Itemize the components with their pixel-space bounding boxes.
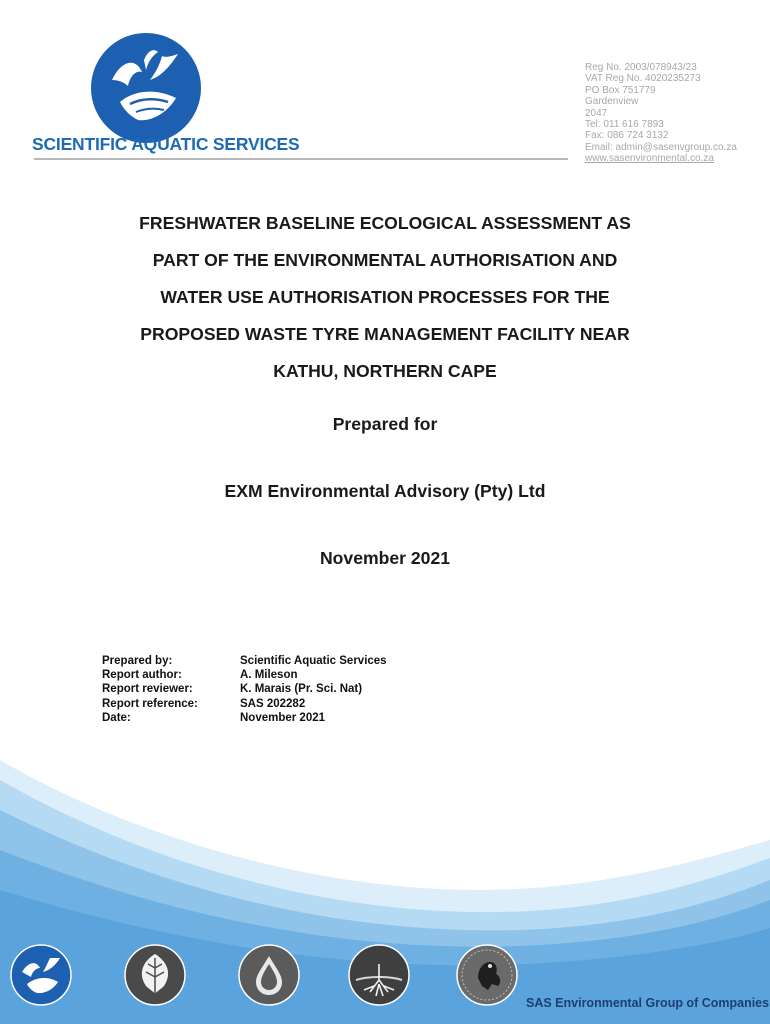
details-row [102, 668, 387, 682]
details-value: November 2021 [240, 711, 326, 724]
vat-number: VAT Reg No. 4020235273 [585, 73, 701, 85]
details-value: K. Marais (Pr. Sci. Nat) [240, 683, 363, 696]
po-box: PO Box 751779 [585, 84, 656, 96]
title-line: PROPOSED WASTE TYRE MANAGEMENT FACILITY NEAR [140, 324, 630, 344]
suburb: Gardenview [585, 96, 639, 108]
title-line: FRESHWATER BASELINE ECOLOGICAL ASSESSMENT AS [139, 213, 631, 233]
frog-logo-icon [456, 944, 518, 1006]
details-value: A. Mileson [240, 669, 298, 682]
report-title [40, 205, 730, 390]
details-value: SAS 202282 [240, 697, 306, 710]
registration-number: Reg No. 2003/078943/23 [585, 62, 697, 73]
details-label: Report reference: [102, 697, 198, 710]
tree-roots-logo-icon [348, 944, 410, 1006]
title-line: WATER USE AUTHORISATION PROCESSES FOR THE [160, 287, 610, 307]
report-details [102, 654, 387, 725]
water-drop-logo-icon [238, 944, 300, 1006]
details-row [102, 711, 387, 725]
details-label: Report author: [102, 669, 182, 682]
logo-text: SCIENTIFIC AQUATIC SERVICES [32, 134, 300, 154]
details-row [102, 697, 387, 711]
email[interactable]: Email: admin@sasenvgroup.co.za [585, 141, 737, 153]
fax: Fax: 086 724 3132 [585, 130, 669, 142]
leaf-logo-icon [124, 944, 186, 1006]
title-line: PART OF THE ENVIRONMENTAL AUTHORISATION AND [152, 250, 618, 270]
group-name: SAS Environmental Group of Companies [526, 996, 770, 1010]
website-link[interactable]: www.sasenvironmental.co.za [585, 153, 714, 165]
telephone: Tel: 011 616 7893 [585, 119, 664, 131]
details-label: Date: [102, 711, 131, 724]
prepared-for-label: Prepared for [332, 414, 438, 434]
company-logo [32, 30, 300, 160]
postal-code: 2047 [585, 107, 608, 119]
details-row [102, 654, 387, 668]
bird-logo-icon [10, 944, 72, 1006]
bird-logo-icon [90, 32, 202, 144]
details-value: Scientific Aquatic Services [240, 655, 387, 667]
details-row [102, 682, 387, 696]
client-name: EXM Environmental Advisory (Pty) Ltd [224, 481, 546, 501]
contact-block [585, 62, 737, 165]
report-date: November 2021 [319, 548, 451, 568]
title-line: KATHU, NORTHERN CAPE [273, 361, 497, 381]
details-label: Prepared by: [102, 655, 173, 667]
header-divider [34, 158, 568, 160]
details-label: Report reviewer: [102, 683, 193, 696]
